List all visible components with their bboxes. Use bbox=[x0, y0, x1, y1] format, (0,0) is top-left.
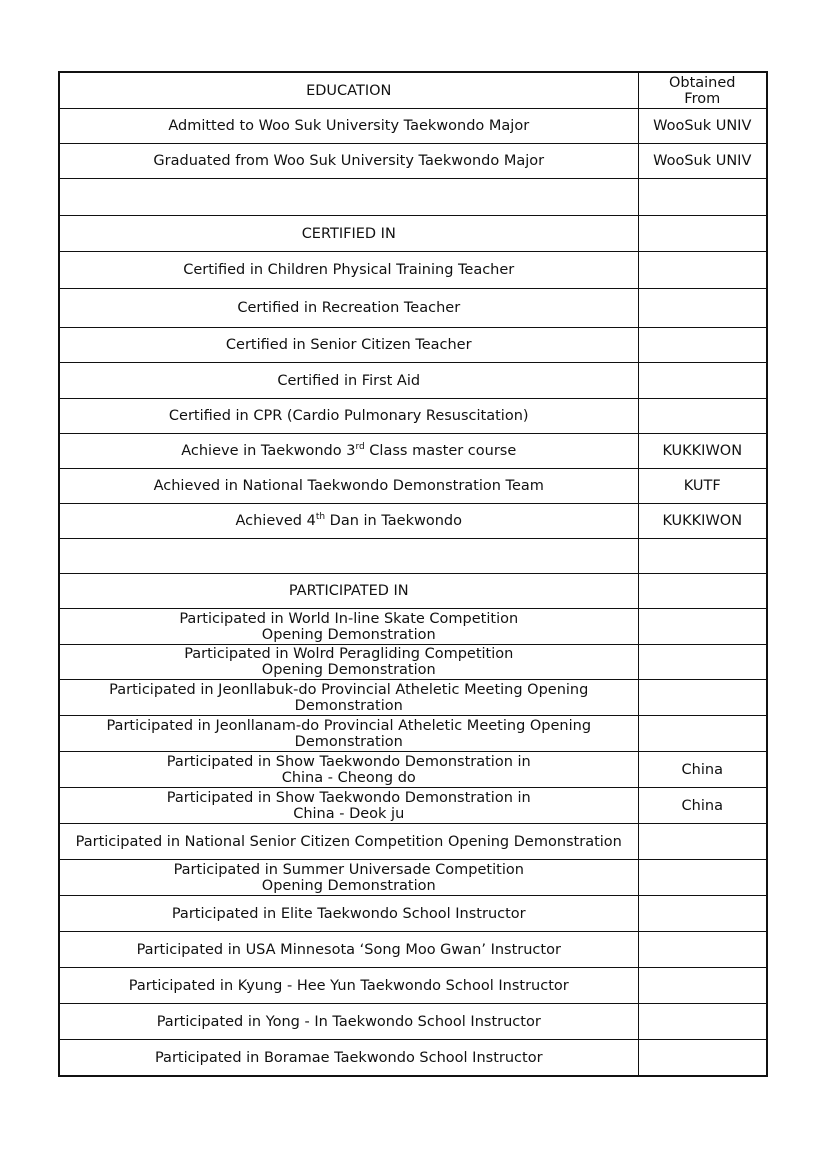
table-row bbox=[59, 609, 767, 645]
obtained-header-line1: Obtained bbox=[668, 74, 736, 91]
participated-item bbox=[59, 680, 638, 716]
obtained-from: KUKKIWON bbox=[638, 504, 767, 539]
table-row bbox=[59, 716, 767, 752]
participated-item bbox=[59, 609, 638, 645]
participated-item: Participated in Elite Taekwondo School Instructor bbox=[59, 896, 638, 932]
certified-item: Achieved in National Taekwondo Demonstration Team bbox=[59, 469, 638, 504]
table-row bbox=[59, 932, 767, 968]
empty-cell bbox=[638, 179, 767, 216]
obtained-from bbox=[638, 328, 767, 363]
participated-header: PARTICIPATED IN bbox=[59, 574, 638, 609]
participated-item bbox=[59, 716, 638, 752]
participated-item bbox=[59, 645, 638, 680]
participated-item-line2: China - Deok ju bbox=[293, 805, 405, 822]
obtained-from bbox=[638, 399, 767, 434]
certified-item: Certified in First Aid bbox=[59, 363, 638, 399]
education-header: EDUCATION bbox=[59, 72, 638, 109]
participated-item-line1: Participated in Show Taekwondo Demonstration in bbox=[166, 789, 531, 806]
obtained-header-line2: From bbox=[684, 90, 721, 107]
participated-item-line2: Opening Demonstration bbox=[261, 626, 436, 643]
empty-row bbox=[59, 179, 767, 216]
table-row bbox=[59, 752, 767, 788]
certified-item: Certified in CPR (Cardio Pulmonary Resuscitation) bbox=[59, 399, 638, 434]
table-row bbox=[59, 109, 767, 144]
obtained-from bbox=[638, 289, 767, 328]
table-row bbox=[59, 328, 767, 363]
obtained-from bbox=[638, 824, 767, 860]
certified-item bbox=[59, 504, 638, 539]
table-row bbox=[59, 434, 767, 469]
obtained-from bbox=[638, 680, 767, 716]
ordinal-suffix: rd bbox=[355, 442, 365, 453]
participated-item: Participated in Yong - In Taekwondo School Instructor bbox=[59, 1004, 638, 1040]
obtained-from bbox=[638, 968, 767, 1004]
table-row bbox=[59, 1004, 767, 1040]
obtained-from bbox=[638, 609, 767, 645]
participated-item bbox=[59, 788, 638, 824]
education-item: Graduated from Woo Suk University Taekwondo Major bbox=[59, 144, 638, 179]
obtained-from bbox=[638, 1004, 767, 1040]
obtained-from: WooSuk UNIV bbox=[638, 144, 767, 179]
certified-item-pre: Achieved 4 bbox=[235, 513, 316, 529]
certified-item: Certified in Senior Citizen Teacher bbox=[59, 328, 638, 363]
obtained-from: KUKKIWON bbox=[638, 434, 767, 469]
certified-item: Certified in Recreation Teacher bbox=[59, 289, 638, 328]
obtained-from bbox=[638, 932, 767, 968]
participated-item: Participated in USA Minnesota ‘Song Moo Gwan’ Instructor bbox=[59, 932, 638, 968]
certified-item-post: Class master course bbox=[364, 443, 517, 459]
certified-header: CERTIFIED IN bbox=[59, 216, 638, 252]
participated-item bbox=[59, 860, 638, 896]
table-row bbox=[59, 1040, 767, 1077]
table-row bbox=[59, 469, 767, 504]
participated-item: Participated in National Senior Citizen Competition Opening Demonstration bbox=[59, 824, 638, 860]
participated-item-line1: Participated in Jeonllanam-do Provincial Atheletic Meeting Opening bbox=[106, 717, 592, 734]
table-row bbox=[59, 144, 767, 179]
empty-row bbox=[59, 539, 767, 574]
table-row bbox=[59, 860, 767, 896]
certified-item-post: Dan in Taekwondo bbox=[325, 513, 462, 529]
empty-cell bbox=[59, 179, 638, 216]
education-item: Admitted to Woo Suk University Taekwondo Major bbox=[59, 109, 638, 144]
participated-item-line1: Participated in Show Taekwondo Demonstration in bbox=[166, 753, 531, 770]
table-row bbox=[59, 645, 767, 680]
obtained-from: WooSuk UNIV bbox=[638, 109, 767, 144]
resume-table bbox=[58, 71, 768, 1077]
empty-cell bbox=[638, 574, 767, 609]
table-row bbox=[59, 399, 767, 434]
obtained-from: KUTF bbox=[638, 469, 767, 504]
table-row bbox=[59, 504, 767, 539]
participated-item: Participated in Kyung - Hee Yun Taekwondo School Instructor bbox=[59, 968, 638, 1004]
obtained-from bbox=[638, 860, 767, 896]
participated-item-line2: Demonstration bbox=[294, 697, 403, 714]
empty-cell bbox=[59, 539, 638, 574]
obtained-from bbox=[638, 716, 767, 752]
participated-item-line1: Participated in Summer Universade Competition bbox=[173, 861, 524, 878]
participated-header-row bbox=[59, 574, 767, 609]
participated-item-line2: Demonstration bbox=[294, 733, 403, 750]
certified-item: Certified in Children Physical Training Teacher bbox=[59, 252, 638, 289]
participated-item-line1: Participated in World In-line Skate Competition bbox=[179, 610, 519, 627]
obtained-from bbox=[638, 645, 767, 680]
table-row bbox=[59, 788, 767, 824]
participated-item bbox=[59, 752, 638, 788]
certified-header-row bbox=[59, 216, 767, 252]
participated-item-line2: China - Cheong do bbox=[281, 769, 416, 786]
certified-item bbox=[59, 434, 638, 469]
table-row bbox=[59, 968, 767, 1004]
table-row bbox=[59, 252, 767, 289]
obtained-from-header bbox=[638, 72, 767, 109]
obtained-from: China bbox=[638, 788, 767, 824]
table-row bbox=[59, 680, 767, 716]
participated-item-line2: Opening Demonstration bbox=[261, 662, 436, 678]
table-row bbox=[59, 363, 767, 399]
empty-cell bbox=[638, 539, 767, 574]
ordinal-suffix: th bbox=[315, 512, 326, 523]
obtained-from: China bbox=[638, 752, 767, 788]
obtained-from bbox=[638, 896, 767, 932]
empty-cell bbox=[638, 216, 767, 252]
participated-item-line1: Participated in Wolrd Peragliding Competition bbox=[184, 646, 514, 662]
table-row bbox=[59, 896, 767, 932]
participated-item-line2: Opening Demonstration bbox=[261, 877, 436, 894]
obtained-from bbox=[638, 1040, 767, 1077]
participated-item-line1: Participated in Jeonllabuk-do Provincial Atheletic Meeting Opening bbox=[109, 681, 589, 698]
table-row bbox=[59, 289, 767, 328]
obtained-from bbox=[638, 252, 767, 289]
obtained-from bbox=[638, 363, 767, 399]
certified-item-pre: Achieve in Taekwondo 3 bbox=[181, 443, 356, 459]
table-row bbox=[59, 824, 767, 860]
education-header-row bbox=[59, 72, 767, 109]
participated-item: Participated in Boramae Taekwondo School Instructor bbox=[59, 1040, 638, 1077]
